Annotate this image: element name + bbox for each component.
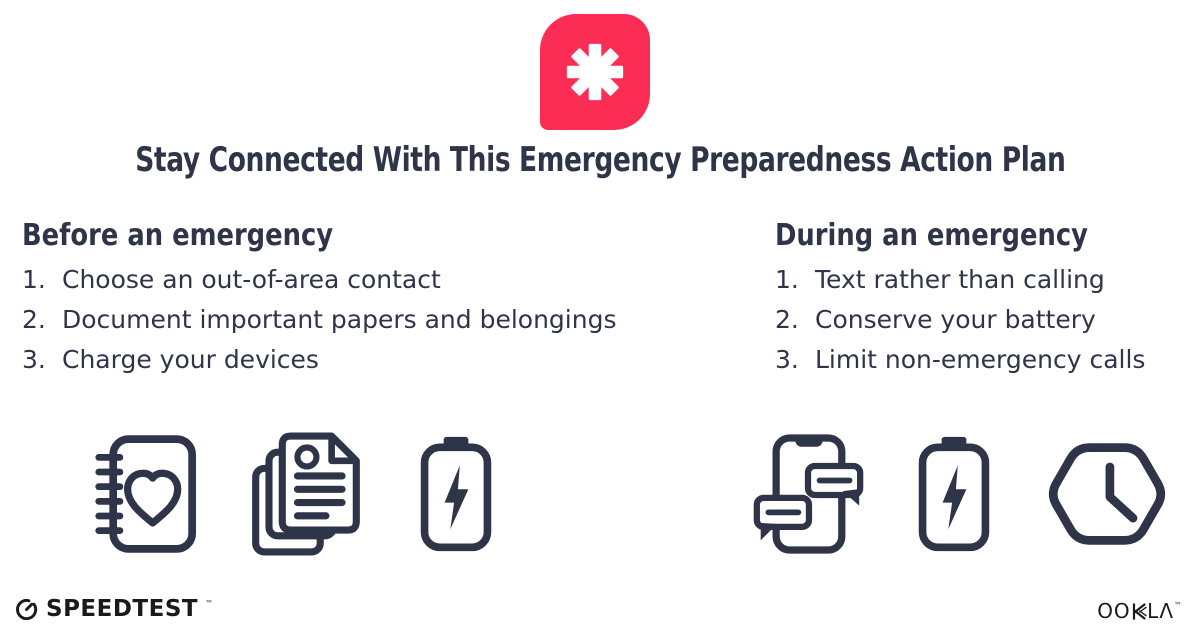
list-text: Document important papers and belongings [62,305,617,334]
clock-hexagon-icon [1044,438,1170,550]
page-title-row [0,140,1200,180]
list-number: 3. [22,345,46,374]
before-list [22,260,742,380]
ookla-wordmark-left: OO [1097,599,1131,623]
list-item [22,260,742,300]
during-heading: During an emergency [775,218,1088,253]
list-number: 3. [775,345,799,374]
section-before-emergency [22,218,742,380]
list-number: 1. [22,265,46,294]
page-title: Stay Connected With This Emergency Preparedness Action Plan [134,140,1066,180]
trademark-mark: ™ [205,598,214,608]
phone-text-messages-icon [752,432,864,556]
clock-hands-glyph [1110,467,1133,518]
list-item [22,340,742,380]
list-number: 2. [775,305,799,334]
section-during-emergency [775,218,1185,380]
speedtest-wordmark: SPEEDTEST [46,596,199,622]
section-heading-row [775,218,1185,256]
list-item [775,300,1185,340]
during-icons-row [752,430,1170,558]
speedtest-gauge-icon [14,597,39,622]
list-number: 2. [22,305,46,334]
list-text: Conserve your battery [815,305,1096,334]
asterisk-bubble-logo [540,14,650,130]
list-number: 1. [775,265,799,294]
before-icons-row [92,430,496,558]
ookla-k-icon [1132,603,1147,620]
list-text: Choose an out-of-area contact [62,265,441,294]
trademark-mark: ™ [1174,600,1182,610]
list-text: Charge your devices [62,345,319,374]
list-item [775,340,1185,380]
list-item [22,300,742,340]
charged-battery-icon [416,436,496,552]
list-text: Text rather than calling [815,265,1105,294]
before-heading: Before an emergency [22,218,334,253]
ookla-wordmark-right: LΛ [1147,599,1174,623]
charged-battery-icon [914,436,994,552]
section-heading-row [22,218,742,256]
asterisk-icon [558,35,632,109]
list-text: Limit non-emergency calls [815,345,1146,374]
speedtest-logo [14,596,213,622]
during-list [775,260,1185,380]
important-documents-icon [250,430,362,558]
list-item [775,260,1185,300]
contact-notebook-icon [92,433,196,555]
ookla-logo [1097,600,1182,622]
